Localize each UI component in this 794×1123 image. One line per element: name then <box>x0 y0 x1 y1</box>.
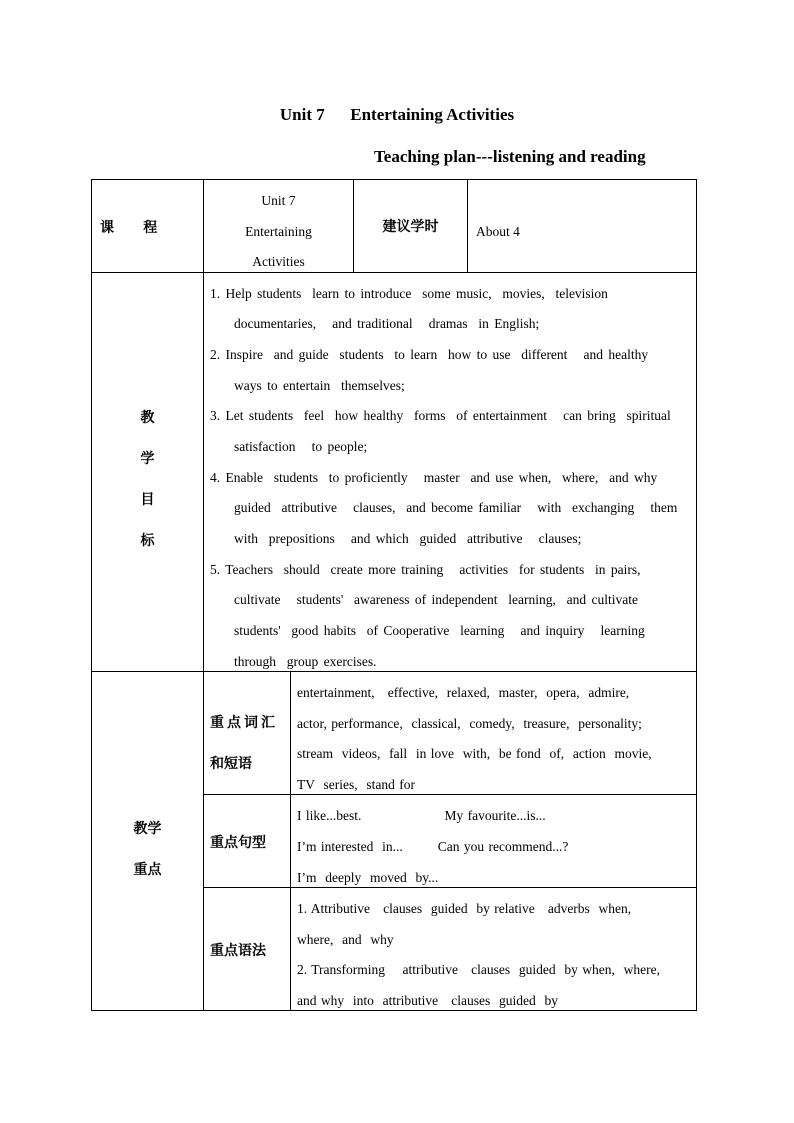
objective-line: through group exercises. <box>234 654 377 669</box>
key-points-label-line-1: 教学 <box>133 821 162 837</box>
col-divider-1 <box>203 179 204 1011</box>
objective-line: 1. Help students learn to introduce some music, movies, television <box>210 286 608 301</box>
sentence-line: I’m interested in... Can you recommend...? <box>297 839 569 854</box>
row-divider-3 <box>203 794 697 795</box>
row-divider-4 <box>203 887 697 888</box>
objective-line: 5. Teachers should create more training activities for students in pairs, <box>210 562 641 577</box>
course-name-line-2: Entertaining <box>245 223 312 239</box>
vocab-line: entertainment, effective, relaxed, master, opera, admire, <box>297 685 630 700</box>
objective-line: 2. Inspire and guide students to learn how to use different and healthy <box>210 347 649 362</box>
objective-line: documentaries, and traditional dramas in English; <box>234 316 540 331</box>
objective-line: with prepositions and which guided attributive clauses; <box>234 531 582 546</box>
key-grammar-label: 重点语法 <box>210 943 266 959</box>
objective-line: cultivate students' awareness of independent learning, and cultivate <box>234 592 638 607</box>
col-divider-3 <box>467 179 468 272</box>
objective-line: students' good habits of Cooperative learning and inquiry learning <box>234 623 645 638</box>
course-label: 课 程 <box>100 220 158 236</box>
suggested-hours-label: 建议学时 <box>382 219 439 235</box>
objectives-label-char-1: 教 <box>140 410 155 426</box>
document-subtitle: Teaching plan---listening and reading <box>374 147 646 166</box>
objectives-label <box>92 398 203 562</box>
course-name-cell <box>204 186 353 278</box>
objective-line: guided attributive clauses, and become familiar with exchanging them <box>234 500 678 515</box>
key-vocab-label <box>210 703 278 785</box>
objective-line: satisfaction to people; <box>234 439 368 454</box>
grammar-line: 1. Attributive clauses guided by relative adverbs when, <box>297 901 632 916</box>
key-points-label-line-2: 重点 <box>133 862 162 878</box>
objective-line: 3. Let students feel how healthy forms of entertainment can bring spiritual <box>210 408 671 423</box>
objectives-label-char-2: 学 <box>140 451 155 467</box>
grammar-line: where, and why <box>297 932 394 947</box>
sentence-line: I’m deeply moved by... <box>297 870 439 885</box>
document-title: Unit 7 Entertaining Activities <box>279 105 515 124</box>
course-name-line-3: Activities <box>252 254 305 269</box>
key-vocab-label-line-2: 和短语 <box>210 756 252 772</box>
sentence-line: I like...best. My favourite...is... <box>297 808 546 823</box>
vocab-line: TV series, stand for <box>297 777 415 792</box>
objectives-label-char-4: 标 <box>140 533 155 549</box>
objectives-label-char-3: 目 <box>140 492 155 508</box>
key-vocab-label-line-1: 重点词汇 <box>210 715 278 731</box>
row-divider-1 <box>91 272 697 273</box>
grammar-line: and why into attributive clauses guided by <box>297 993 558 1008</box>
col-divider-4 <box>290 671 291 1011</box>
table-border-right <box>696 179 697 1011</box>
objective-line: ways to entertain themselves; <box>234 378 405 393</box>
objective-line: 4. Enable students to proficiently master and use when, where, and why <box>210 470 658 485</box>
table-border-top <box>91 179 697 180</box>
key-points-label <box>92 809 203 891</box>
suggested-hours-value: About 4 <box>476 224 520 239</box>
grammar-line: 2. Transforming attributive clauses guided by when, where, <box>297 962 660 977</box>
row-divider-2 <box>91 671 697 672</box>
vocab-line: actor, performance, classical, comedy, treasure, personality; <box>297 716 642 731</box>
table-border-bottom <box>91 1010 697 1011</box>
vocab-line: stream videos, fall in love with, be fond of, action movie, <box>297 746 652 761</box>
course-name-line-1: Unit 7 <box>261 193 296 208</box>
key-sentences-label: 重点句型 <box>210 835 266 851</box>
